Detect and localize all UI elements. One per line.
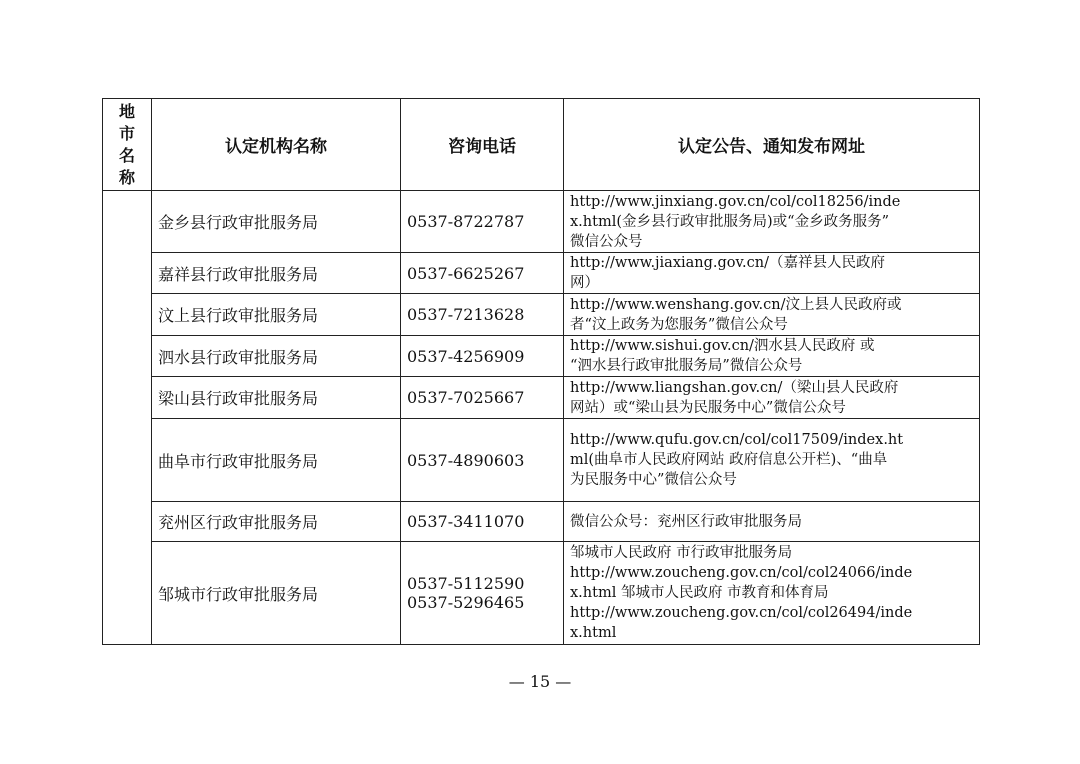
phone-cell bbox=[401, 502, 564, 542]
phone-cell bbox=[401, 419, 564, 502]
table-row bbox=[103, 377, 980, 419]
agency-table bbox=[102, 98, 980, 645]
org-name-cell: 梁山县行政审批服务局 bbox=[152, 377, 401, 419]
phone-number: 0537-8722787 bbox=[407, 212, 525, 231]
url-line[interactable]: http://www.liangshan.gov.cn/（梁山县人民政府 bbox=[570, 379, 899, 396]
url-line[interactable]: x.html 邹城市人民政府 市教育和体育局 bbox=[570, 585, 829, 601]
url-line[interactable]: 网） bbox=[570, 275, 599, 291]
url-line[interactable]: http://www.sishui.gov.cn/泗水县人民政府 或 bbox=[570, 338, 875, 354]
org-name-cell: 金乡县行政审批服务局 bbox=[152, 191, 401, 253]
url-cell bbox=[564, 502, 980, 542]
table-row bbox=[103, 542, 980, 645]
url-line[interactable]: x.html(金乡县行政审批服务局)或“金乡政务服务” bbox=[570, 213, 889, 230]
org-name-cell: 泗水县行政审批服务局 bbox=[152, 336, 401, 377]
url-line[interactable]: 微信公众号：兖州区行政审批服务局 bbox=[570, 513, 802, 530]
url-cell bbox=[564, 542, 980, 645]
phone-cell bbox=[401, 294, 564, 336]
header-org: 认定机构名称 bbox=[152, 99, 401, 191]
phone-number: 0537-5296465 bbox=[407, 593, 525, 612]
table-row bbox=[103, 419, 980, 502]
phone-number: 0537-4890603 bbox=[407, 450, 525, 470]
url-line[interactable]: ml(曲阜市人民政府网站 政府信息公开栏)、“曲阜 bbox=[570, 452, 888, 468]
org-name-cell: 汶上县行政审批服务局 bbox=[152, 294, 401, 336]
table-row bbox=[103, 253, 980, 294]
url-line[interactable]: 网站）或“梁山县为民服务中心”微信公众号 bbox=[570, 399, 846, 416]
phone-number: 0537-5112590 bbox=[407, 574, 525, 593]
org-name-cell: 兖州区行政审批服务局 bbox=[152, 502, 401, 542]
table-row bbox=[103, 191, 980, 253]
url-line[interactable]: http://www.jinxiang.gov.cn/col/col18256/inde bbox=[570, 193, 901, 210]
org-name-cell: 曲阜市行政审批服务局 bbox=[152, 419, 401, 502]
url-line[interactable]: 者“汶上政务为您服务”微信公众号 bbox=[570, 316, 788, 333]
url-cell bbox=[564, 253, 980, 294]
phone-cell bbox=[401, 191, 564, 253]
url-line[interactable]: “泗水县行政审批服务局”微信公众号 bbox=[570, 358, 803, 374]
url-line[interactable]: 邹城市人民政府 市行政审批服务局 bbox=[570, 545, 793, 561]
header-url: 认定公告、通知发布网址 bbox=[564, 99, 980, 191]
city-cell bbox=[103, 191, 152, 645]
url-cell bbox=[564, 191, 980, 253]
phone-cell bbox=[401, 253, 564, 294]
url-cell bbox=[564, 336, 980, 377]
url-cell bbox=[564, 294, 980, 336]
phone-number: 0537-7025667 bbox=[407, 388, 525, 407]
url-line[interactable]: http://www.jiaxiang.gov.cn/（嘉祥县人民政府 bbox=[570, 255, 885, 271]
table-body bbox=[103, 191, 980, 645]
header-city: 地 市 名 称 bbox=[103, 99, 152, 191]
phone-cell bbox=[401, 377, 564, 419]
url-cell bbox=[564, 377, 980, 419]
phone-number: 0537-7213628 bbox=[407, 305, 525, 324]
url-line[interactable]: 微信公众号 bbox=[570, 233, 643, 250]
url-line[interactable]: http://www.zoucheng.gov.cn/col/col24066/inde bbox=[570, 565, 913, 581]
phone-number: 0537-3411070 bbox=[407, 512, 525, 531]
url-cell bbox=[564, 419, 980, 502]
url-line[interactable]: 为民服务中心”微信公众号 bbox=[570, 472, 737, 488]
url-line[interactable]: http://www.qufu.gov.cn/col/col17509/index.ht bbox=[570, 432, 904, 448]
page-number: — 15 — bbox=[508, 672, 572, 691]
table-row bbox=[103, 502, 980, 542]
table-row bbox=[103, 294, 980, 336]
org-name-cell: 邹城市行政审批服务局 bbox=[152, 542, 401, 645]
table-header-row bbox=[103, 99, 980, 191]
phone-cell bbox=[401, 336, 564, 377]
phone-cell bbox=[401, 542, 564, 645]
url-line[interactable]: x.html bbox=[570, 625, 617, 641]
url-line[interactable]: http://www.zoucheng.gov.cn/col/col26494/inde bbox=[570, 605, 913, 621]
phone-number: 0537-6625267 bbox=[407, 263, 525, 283]
org-name-cell: 嘉祥县行政审批服务局 bbox=[152, 253, 401, 294]
header-phone: 咨询电话 bbox=[401, 99, 564, 191]
table-row bbox=[103, 336, 980, 377]
url-line[interactable]: http://www.wenshang.gov.cn/汶上县人民政府或 bbox=[570, 296, 902, 313]
phone-number: 0537-4256909 bbox=[407, 346, 525, 366]
